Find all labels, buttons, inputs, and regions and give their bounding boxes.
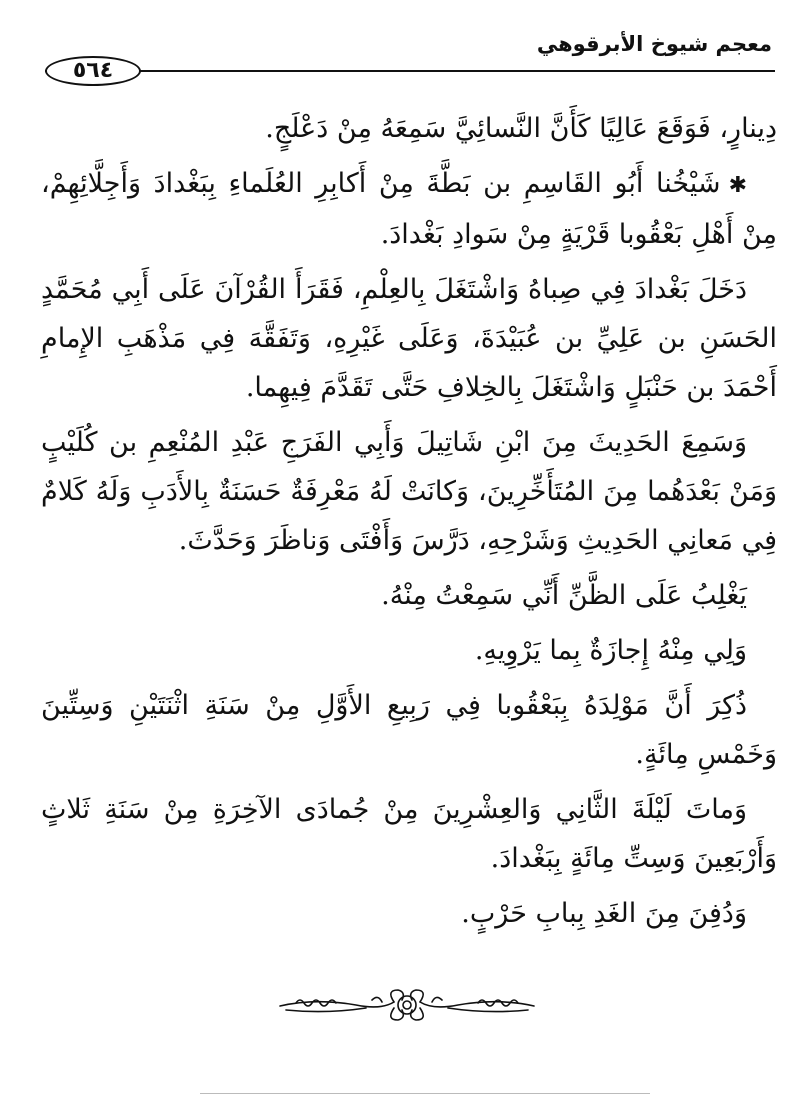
paragraph-text: وَسَمِعَ الحَدِيثَ مِنَ ابْنِ شَاتِيلَ وَأَبِي الفَرَجِ عَبْدِ المُنْعِمِ بن كُلَيْبٍ وَمَنْ بَعْدَهُما مِنَ المُتَأَخِّرِينَ، وَكانَتْ لَهُ مَعْرِفَةٌ حَسَنَةٌ بِالأَدَبِ وَلَهُ كَلامٌ فِي مَعانِي الحَدِيثِ وَشَرْحِهِ، دَرَّسَ وَأَفْتَى وَناظَرَ وَحَدَّثَ. bbox=[41, 427, 777, 556]
main-text bbox=[41, 104, 777, 944]
paragraph bbox=[41, 418, 777, 565]
paragraph bbox=[41, 681, 777, 779]
floral-ornament-icon bbox=[276, 988, 538, 1022]
page-number: ٥٦٤ bbox=[72, 58, 114, 83]
paragraph-text: وَدُفِنَ مِنَ الغَدِ بِبابِ حَرْبٍ. bbox=[461, 898, 747, 929]
paragraph-text: دِينارٍ، فَوَقَعَ عَالِيًا كَأَنَّ النَّسائِيَّ سَمِعَهُ مِنْ دَعْلَجٍ. bbox=[265, 113, 777, 144]
paragraph-text: شَيْخُنا أَبُو القَاسِمِ بن بَطَّةَ مِنْ أَكابِرِ العُلَماءِ بِبَغْدادَ وَأَجِلَّائِهِمْ، مِنْ أَهْلِ بَعْقُوبا قَرْيَةٍ مِنْ سَوادِ بَغْدادَ. bbox=[41, 168, 777, 250]
paragraph-text: ذُكِرَ أَنَّ مَوْلِدَهُ بِبَعْقُوبا فِي رَبِيعِ الأَوَّلِ مِنْ سَنَةِ اثْنَتَيْنِ وَسِتِّينَ وَخَمْسِ مِائَةٍ. bbox=[41, 690, 777, 770]
paragraph bbox=[41, 104, 777, 153]
paragraph bbox=[41, 785, 777, 883]
paragraph bbox=[41, 571, 777, 620]
running-title: معجم شيوخ الأبرقوهي bbox=[536, 32, 772, 56]
paragraph-text: دَخَلَ بَغْدادَ فِي صِباهُ وَاشْتَغَلَ بِالعِلْمِ، فَقَرَأَ القُرْآنَ عَلَى أَبِي مُحَمَّدٍ الحَسَنِ بن عَلِيِّ بن عُبَيْدَةَ، وَعَلَى غَيْرِهِ، وَتَفَقَّهَ فِي مَذْهَبِ الإِمامِ أَحْمَدَ بن حَنْبَلٍ وَاشْتَغَلَ بِالخِلافِ حَتَّى تَقَدَّمَ فِيهِما. bbox=[41, 274, 778, 403]
paragraph bbox=[41, 265, 777, 412]
paragraph-text: يَغْلِبُ عَلَى الظَّنِّ أَنِّي سَمِعْتُ مِنْهُ. bbox=[381, 580, 747, 611]
paragraph bbox=[41, 889, 777, 938]
header-rule bbox=[45, 70, 775, 72]
paragraph-text: وَماتَ لَيْلَةَ الثَّانِي وَالعِشْرِينَ مِنْ جُمادَى الآخِرَةِ مِنْ سَنَةِ ثَلاثٍ وَأَرْبَعِينَ وَسِتِّ مِائَةٍ بِبَغْدادَ. bbox=[41, 794, 777, 874]
paragraph-text: وَلِي مِنْهُ إِجازَةٌ بِما يَرْوِيهِ. bbox=[474, 635, 747, 666]
footer-rule bbox=[200, 1093, 650, 1094]
paragraph bbox=[41, 159, 777, 259]
asterisk-bullet-icon: ✱ bbox=[728, 173, 747, 198]
paragraph bbox=[41, 626, 777, 675]
